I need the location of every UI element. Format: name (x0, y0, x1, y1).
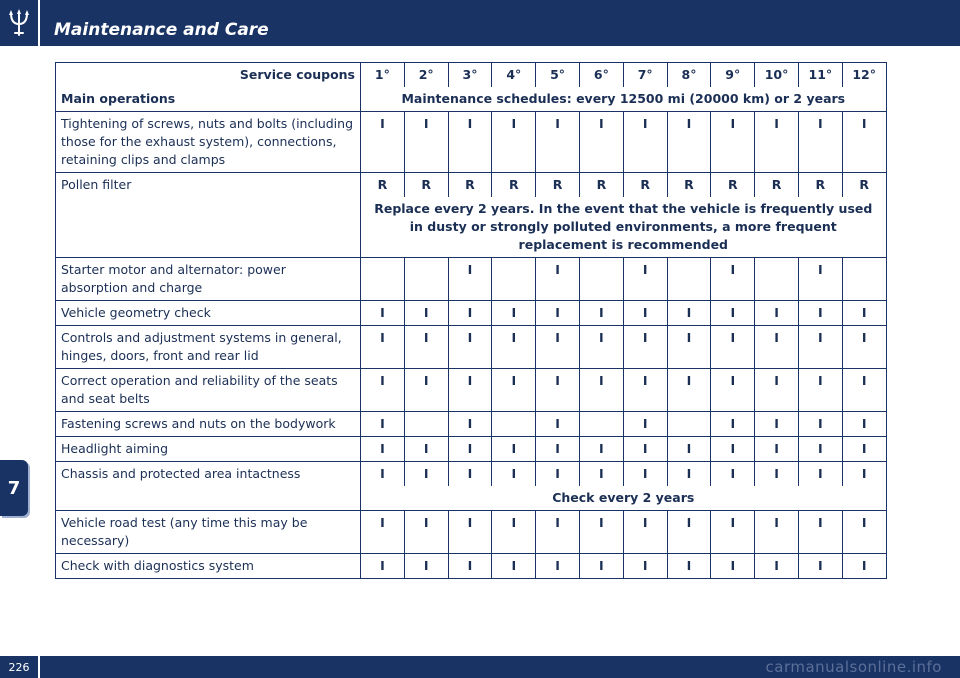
header-row (56, 63, 887, 88)
schedule-mark: I (361, 326, 405, 369)
schedule-note: Check every 2 years (361, 486, 887, 511)
schedule-mark: I (536, 112, 580, 173)
schedule-mark: I (536, 258, 580, 301)
schedule-mark: I (448, 326, 492, 369)
operation-name: Starter motor and alternator: power absorption and charge (56, 258, 361, 301)
schedule-mark: I (842, 554, 886, 579)
schedule-mark: I (623, 554, 667, 579)
schedule-mark: I (798, 326, 842, 369)
operation-name: Chassis and protected area intactness (56, 462, 361, 511)
coupon-header: 7° (623, 63, 667, 88)
schedule-mark: I (755, 326, 799, 369)
schedule-mark: I (667, 462, 711, 487)
schedule-mark (579, 258, 623, 301)
operation-name: Vehicle road test (any time this may be necessary) (56, 511, 361, 554)
schedule-mark: R (404, 173, 448, 198)
coupon-header: 9° (711, 63, 755, 88)
schedule-mark: I (755, 301, 799, 326)
schedule-mark: I (448, 437, 492, 462)
schedule-mark: I (798, 412, 842, 437)
schedule-mark: I (492, 326, 536, 369)
schedule-mark: R (798, 173, 842, 198)
operation-name: Pollen filter (56, 173, 361, 258)
schedule-mark: I (536, 301, 580, 326)
table-row (56, 554, 887, 579)
schedule-mark: I (711, 326, 755, 369)
schedule-mark: I (579, 462, 623, 487)
schedule-mark: I (361, 112, 405, 173)
schedule-mark: I (667, 301, 711, 326)
schedule-mark: I (755, 369, 799, 412)
schedule-label: Maintenance schedules: every 12500 mi (20000 km) or 2 years (361, 87, 887, 112)
schedule-mark (361, 258, 405, 301)
schedule-mark: R (755, 173, 799, 198)
schedule-mark: I (667, 112, 711, 173)
schedule-mark: I (623, 258, 667, 301)
schedule-mark: I (492, 511, 536, 554)
table-row (56, 301, 887, 326)
schedule-mark: I (798, 462, 842, 487)
schedule-mark: I (711, 462, 755, 487)
schedule-mark: I (579, 326, 623, 369)
schedule-mark: I (798, 554, 842, 579)
schedule-mark: I (361, 369, 405, 412)
schedule-mark: I (711, 412, 755, 437)
schedule-mark: I (711, 258, 755, 301)
schedule-mark: I (755, 554, 799, 579)
operation-name: Vehicle geometry check (56, 301, 361, 326)
schedule-mark: I (798, 258, 842, 301)
schedule-mark: I (842, 511, 886, 554)
coupon-header: 3° (448, 63, 492, 88)
schedule-mark: I (667, 326, 711, 369)
schedule-mark: I (536, 511, 580, 554)
header-row (56, 87, 887, 112)
schedule-mark: I (579, 301, 623, 326)
schedule-mark: I (492, 437, 536, 462)
schedule-mark: I (492, 554, 536, 579)
schedule-mark: I (404, 301, 448, 326)
schedule-mark: I (404, 511, 448, 554)
operation-name: Check with diagnostics system (56, 554, 361, 579)
coupon-header: 8° (667, 63, 711, 88)
schedule-mark: I (711, 511, 755, 554)
schedule-mark: I (448, 412, 492, 437)
schedule-mark: I (448, 554, 492, 579)
schedule-mark: I (492, 369, 536, 412)
header-bar (0, 0, 960, 46)
schedule-mark: I (361, 412, 405, 437)
schedule-mark: R (579, 173, 623, 198)
schedule-mark: I (448, 258, 492, 301)
coupon-header: 6° (579, 63, 623, 88)
service-coupons-label: Service coupons (56, 63, 361, 88)
schedule-mark: I (404, 326, 448, 369)
schedule-mark (404, 412, 448, 437)
coupon-header: 2° (404, 63, 448, 88)
schedule-mark: I (755, 462, 799, 487)
schedule-mark: I (667, 554, 711, 579)
schedule-mark: R (667, 173, 711, 198)
coupon-header: 12° (842, 63, 886, 88)
schedule-mark: I (448, 112, 492, 173)
schedule-mark: I (361, 554, 405, 579)
schedule-mark: R (361, 173, 405, 198)
schedule-mark (667, 258, 711, 301)
schedule-mark: I (448, 462, 492, 487)
schedule-mark: I (361, 437, 405, 462)
schedule-mark: I (404, 437, 448, 462)
schedule-note: Replace every 2 years. In the event that the vehicle is frequently used in dusty or strongly polluted environments, a more frequent replacement is recommended (361, 197, 887, 258)
schedule-mark: I (798, 112, 842, 173)
schedule-mark: I (798, 511, 842, 554)
schedule-mark: I (623, 437, 667, 462)
table-row (56, 112, 887, 173)
schedule-mark (492, 412, 536, 437)
schedule-mark: I (448, 369, 492, 412)
schedule-mark: I (623, 301, 667, 326)
schedule-mark: I (492, 112, 536, 173)
schedule-mark: I (579, 511, 623, 554)
schedule-mark: I (711, 112, 755, 173)
coupon-header: 4° (492, 63, 536, 88)
schedule-mark: I (404, 369, 448, 412)
coupon-header: 10° (755, 63, 799, 88)
operation-name: Headlight aiming (56, 437, 361, 462)
footer-bar (0, 656, 960, 678)
schedule-mark: I (361, 301, 405, 326)
schedule-mark: I (711, 554, 755, 579)
schedule-mark: I (755, 511, 799, 554)
schedule-mark: I (842, 412, 886, 437)
schedule-mark: R (842, 173, 886, 198)
schedule-mark (579, 412, 623, 437)
maintenance-schedule-table (55, 62, 887, 579)
schedule-mark: I (404, 554, 448, 579)
schedule-mark: I (492, 301, 536, 326)
schedule-mark: I (579, 112, 623, 173)
page-number: 226 (0, 656, 40, 678)
schedule-mark: I (798, 437, 842, 462)
schedule-mark: I (623, 369, 667, 412)
schedule-mark: I (536, 412, 580, 437)
schedule-mark (667, 412, 711, 437)
operation-name: Fastening screws and nuts on the bodywork (56, 412, 361, 437)
schedule-mark (492, 258, 536, 301)
watermark: carmanualsonline.info (765, 658, 942, 676)
schedule-mark: I (448, 511, 492, 554)
schedule-mark (842, 258, 886, 301)
schedule-mark: R (448, 173, 492, 198)
schedule-mark: I (623, 412, 667, 437)
schedule-mark: R (536, 173, 580, 198)
schedule-mark: I (798, 301, 842, 326)
schedule-mark: I (404, 112, 448, 173)
schedule-mark: I (623, 511, 667, 554)
logo (0, 0, 40, 46)
schedule-mark: I (448, 301, 492, 326)
operation-name: Tightening of screws, nuts and bolts (including those for the exhaust system), connections, retaining clips and clamps (56, 112, 361, 173)
schedule-mark: I (536, 326, 580, 369)
chapter-tab[interactable]: 7 (0, 460, 28, 516)
table-row (56, 258, 887, 301)
page-title: Maintenance and Care (54, 20, 269, 40)
schedule-mark: I (842, 326, 886, 369)
schedule-mark: I (623, 462, 667, 487)
main-operations-label: Main operations (56, 87, 361, 112)
schedule-mark: I (842, 462, 886, 487)
schedule-mark: I (711, 369, 755, 412)
schedule-mark: I (798, 369, 842, 412)
schedule-mark: I (623, 112, 667, 173)
schedule-mark: I (579, 554, 623, 579)
schedule-mark: I (536, 369, 580, 412)
schedule-mark (404, 258, 448, 301)
schedule-mark: I (711, 437, 755, 462)
schedule-mark: I (404, 462, 448, 487)
schedule-mark: I (755, 112, 799, 173)
schedule-mark: I (536, 462, 580, 487)
schedule-mark: I (755, 412, 799, 437)
schedule-mark: R (711, 173, 755, 198)
table-row (56, 462, 887, 487)
schedule-mark: I (667, 437, 711, 462)
operation-name: Controls and adjustment systems in general, hinges, doors, front and rear lid (56, 326, 361, 369)
schedule-mark: I (755, 437, 799, 462)
coupon-header: 1° (361, 63, 405, 88)
schedule-mark: I (711, 301, 755, 326)
table-row (56, 369, 887, 412)
table-row (56, 511, 887, 554)
table-row (56, 326, 887, 369)
schedule-mark: I (623, 326, 667, 369)
schedule-mark: I (842, 369, 886, 412)
schedule-mark: I (361, 511, 405, 554)
operation-name: Correct operation and reliability of the seats and seat belts (56, 369, 361, 412)
schedule-mark: I (536, 554, 580, 579)
schedule-mark: I (842, 437, 886, 462)
schedule-mark: I (579, 437, 623, 462)
schedule-mark: I (842, 112, 886, 173)
schedule-mark: R (623, 173, 667, 198)
table-row (56, 412, 887, 437)
schedule-mark: I (579, 369, 623, 412)
schedule-mark: I (492, 462, 536, 487)
schedule-mark: I (667, 511, 711, 554)
schedule-mark: I (361, 462, 405, 487)
schedule-mark: I (536, 437, 580, 462)
schedule-mark: I (842, 301, 886, 326)
coupon-header: 11° (798, 63, 842, 88)
schedule-mark (755, 258, 799, 301)
schedule-mark: R (492, 173, 536, 198)
coupon-header: 5° (536, 63, 580, 88)
schedule-mark: I (667, 369, 711, 412)
table-row (56, 173, 887, 198)
table-row (56, 437, 887, 462)
trident-icon (7, 8, 31, 38)
